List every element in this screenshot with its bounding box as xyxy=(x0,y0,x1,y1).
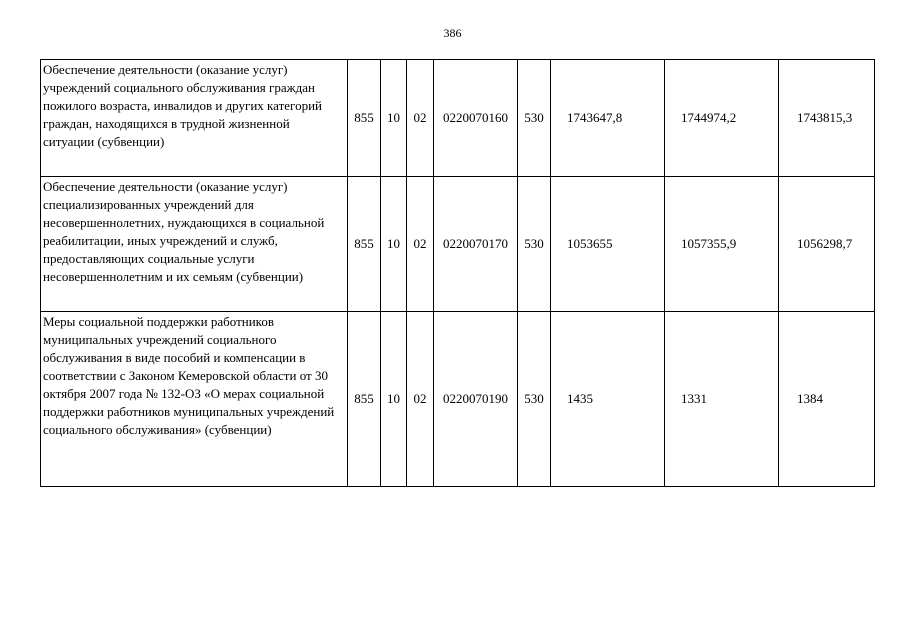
vr-code-cell: 530 xyxy=(518,177,551,312)
budget-table xyxy=(40,59,875,487)
sum-year1-cell: 1743647,8 xyxy=(551,60,665,177)
sum-year2-cell: 1057355,9 xyxy=(665,177,779,312)
table-row xyxy=(41,60,875,177)
gr-code-cell: 855 xyxy=(348,60,381,177)
vr-code-cell: 530 xyxy=(518,60,551,177)
row-name-cell: Обеспечение деятельности (оказание услуг) специализированных учреждений для несовершеннолетних, нуждающихся в социальной реабилитации, иных учреждений и служб, предоставляющих социальные услуги несовершеннолетним и их семьям (субвенции) xyxy=(41,177,348,312)
table-row xyxy=(41,312,875,487)
sum-year2-cell: 1744974,2 xyxy=(665,60,779,177)
sum-year3-cell: 1384 xyxy=(779,312,875,487)
csr-code-cell: 0220070160 xyxy=(434,60,518,177)
pr-code-cell: 02 xyxy=(407,60,434,177)
rz-code-cell: 10 xyxy=(381,312,407,487)
pr-code-cell: 02 xyxy=(407,177,434,312)
csr-code-cell: 0220070170 xyxy=(434,177,518,312)
rz-code-cell: 10 xyxy=(381,177,407,312)
sum-year2-cell: 1331 xyxy=(665,312,779,487)
row-name-cell: Меры социальной поддержки работников муниципальных учреждений социального обслуживания в виде пособий и компенсации в соответствии с Законом Кемеровской области от 30 октября 2007 года № 132-ОЗ «О мерах социальной поддержки работников муниципальных учреждений социального обслуживания» (субвенции) xyxy=(41,312,348,487)
row-name-cell: Обеспечение деятельности (оказание услуг) учреждений социального обслуживания граждан пожилого возраста, инвалидов и других категорий граждан, находящихся в трудной жизненной ситуации (субвенции) xyxy=(41,60,348,177)
rz-code-cell: 10 xyxy=(381,60,407,177)
sum-year3-cell: 1743815,3 xyxy=(779,60,875,177)
gr-code-cell: 855 xyxy=(348,177,381,312)
table-row xyxy=(41,177,875,312)
page-number: 386 xyxy=(443,26,462,40)
gr-code-cell: 855 xyxy=(348,312,381,487)
sum-year1-cell: 1053655 xyxy=(551,177,665,312)
pr-code-cell: 02 xyxy=(407,312,434,487)
sum-year3-cell: 1056298,7 xyxy=(779,177,875,312)
sum-year1-cell: 1435 xyxy=(551,312,665,487)
csr-code-cell: 0220070190 xyxy=(434,312,518,487)
vr-code-cell: 530 xyxy=(518,312,551,487)
